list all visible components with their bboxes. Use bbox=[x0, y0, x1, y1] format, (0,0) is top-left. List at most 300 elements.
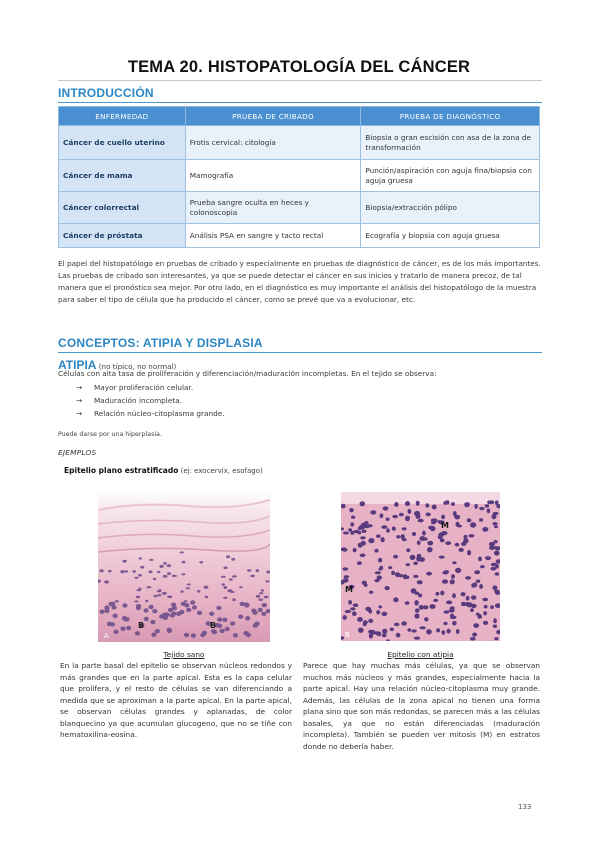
cell-nucleus bbox=[176, 612, 181, 616]
cell-nucleus bbox=[135, 631, 140, 635]
cell-nucleus bbox=[425, 503, 429, 507]
cell-nucleus bbox=[461, 592, 466, 596]
cell-nucleus bbox=[494, 637, 498, 640]
label-b-right: B bbox=[210, 621, 217, 630]
cell-nucleus bbox=[191, 633, 196, 637]
cell-nucleus bbox=[199, 561, 203, 563]
cell-nucleus bbox=[167, 628, 172, 632]
atypia-tissue-micrograph bbox=[341, 492, 500, 641]
cell-nucleus bbox=[364, 584, 368, 587]
cell-nucleus bbox=[144, 617, 149, 621]
cell-nucleus bbox=[427, 541, 433, 546]
healthy-tissue-micrograph bbox=[98, 492, 270, 642]
cell-nucleus bbox=[104, 580, 109, 583]
bullet-text: Relación núcleo-citoplasma grande. bbox=[94, 409, 225, 418]
cell-nucleus bbox=[439, 532, 445, 536]
cell-nucleus bbox=[380, 513, 384, 518]
cell-nucleus bbox=[482, 598, 488, 601]
page-number: 133 bbox=[518, 803, 532, 811]
cell-nucleus bbox=[414, 511, 420, 516]
cell-nucleus bbox=[490, 605, 494, 609]
atipia-note: (no típico, no normal) bbox=[96, 362, 177, 371]
cell-nucleus bbox=[413, 562, 418, 565]
cell-nucleus bbox=[227, 589, 232, 592]
cell-nucleus bbox=[423, 537, 428, 541]
example-title bbox=[64, 466, 263, 475]
cell-nucleus bbox=[476, 613, 480, 616]
cell-nucleus bbox=[451, 574, 455, 579]
cell-disease: Cáncer colorrectal bbox=[59, 192, 186, 224]
cell-nucleus bbox=[223, 597, 227, 599]
cell-nucleus bbox=[370, 510, 376, 514]
cell-nucleus bbox=[364, 521, 369, 525]
label-corner: B bbox=[345, 631, 350, 639]
cell-disease: Cáncer de cuello uterino bbox=[59, 126, 186, 160]
cell-nucleus bbox=[436, 628, 440, 632]
cell-nucleus bbox=[435, 592, 439, 596]
cell-nucleus bbox=[155, 629, 160, 633]
cell-screening: Mamografía bbox=[185, 160, 361, 192]
cell-nucleus bbox=[124, 570, 128, 572]
cell-nucleus bbox=[480, 565, 485, 568]
cell-nucleus bbox=[487, 508, 491, 513]
healthy-tissue-image bbox=[98, 492, 270, 642]
cell-nucleus bbox=[382, 612, 388, 616]
cell-nucleus bbox=[223, 586, 227, 589]
atypia-tissue-caption: Epitelio con atipia bbox=[387, 650, 454, 659]
cell-nucleus bbox=[423, 605, 428, 609]
cell-nucleus bbox=[145, 600, 148, 603]
cell-nucleus bbox=[110, 622, 115, 626]
cell-nucleus bbox=[126, 626, 131, 630]
cell-nucleus bbox=[360, 501, 366, 506]
cell-nucleus bbox=[483, 621, 488, 625]
cell-nucleus bbox=[216, 606, 221, 610]
cell-nucleus bbox=[472, 582, 477, 587]
cell-nucleus bbox=[453, 511, 457, 516]
cell-nucleus bbox=[378, 605, 382, 608]
cell-nucleus bbox=[414, 637, 420, 640]
cell-screening: Frotis cervical: citología bbox=[185, 126, 361, 160]
cell-nucleus bbox=[482, 527, 488, 532]
example-note: (ej: exocervix, esofago) bbox=[178, 467, 263, 475]
cell-nucleus bbox=[136, 596, 141, 599]
cell-nucleus bbox=[197, 590, 200, 593]
cell-nucleus bbox=[256, 595, 261, 598]
cell-nucleus bbox=[452, 561, 456, 564]
cell-nucleus bbox=[350, 522, 354, 526]
header-disease: ENFERMEDAD bbox=[59, 107, 186, 126]
arrow-right-icon: → bbox=[76, 409, 83, 418]
table-row bbox=[59, 192, 540, 224]
cell-nucleus bbox=[471, 595, 476, 600]
cell-nucleus bbox=[385, 586, 390, 590]
cell-nucleus bbox=[494, 540, 498, 543]
cell-nucleus bbox=[417, 554, 422, 558]
cell-nucleus bbox=[230, 621, 235, 625]
cell-nucleus bbox=[374, 549, 378, 553]
cell-nucleus bbox=[240, 602, 245, 606]
cell-nucleus bbox=[343, 532, 349, 535]
atypia-tissue-image bbox=[341, 492, 500, 641]
cell-nucleus bbox=[455, 568, 461, 573]
cell-nucleus bbox=[352, 611, 357, 616]
label-b-left: B bbox=[138, 621, 145, 630]
list-item bbox=[76, 407, 225, 420]
list-item bbox=[76, 381, 225, 394]
cell-nucleus bbox=[406, 548, 410, 552]
cell-nucleus bbox=[494, 525, 498, 528]
cell-nucleus bbox=[426, 513, 431, 517]
cell-nucleus bbox=[402, 538, 407, 541]
cell-nucleus bbox=[253, 611, 258, 615]
cell-nucleus bbox=[381, 525, 387, 529]
cell-nucleus bbox=[466, 596, 470, 601]
cell-nucleus bbox=[470, 608, 474, 612]
table-header-row bbox=[59, 107, 540, 126]
cell-nucleus bbox=[406, 563, 411, 566]
cell-nucleus bbox=[494, 546, 498, 549]
cell-nucleus bbox=[360, 536, 366, 539]
cell-nucleus bbox=[483, 611, 487, 615]
cell-nucleus bbox=[464, 502, 470, 506]
cell-nucleus bbox=[494, 550, 500, 555]
cell-nucleus bbox=[485, 556, 491, 560]
cell-nucleus bbox=[484, 605, 488, 609]
screening-table bbox=[58, 106, 540, 248]
cell-nucleus bbox=[467, 518, 472, 522]
cell-nucleus bbox=[233, 633, 238, 637]
cell-nucleus bbox=[187, 583, 191, 585]
cell-nucleus bbox=[383, 506, 389, 510]
cell-nucleus bbox=[451, 502, 455, 506]
cell-nucleus bbox=[353, 603, 359, 607]
cell-nucleus bbox=[478, 557, 482, 562]
cell-nucleus bbox=[444, 501, 449, 505]
cell-nucleus bbox=[472, 633, 477, 637]
healthy-tissue-caption: Tejido sano bbox=[163, 650, 205, 659]
cell-nucleus bbox=[113, 630, 118, 634]
example-title-bold: Epitelio plano estratificado bbox=[64, 466, 179, 475]
cell-nucleus bbox=[413, 575, 418, 578]
cell-nucleus bbox=[430, 526, 436, 531]
cell-nucleus bbox=[209, 612, 214, 616]
cell-nucleus bbox=[414, 613, 419, 618]
cell-nucleus bbox=[232, 598, 236, 601]
cell-nucleus bbox=[375, 571, 381, 574]
cell-nucleus bbox=[184, 633, 189, 637]
cell-nucleus bbox=[405, 501, 410, 506]
cell-nucleus bbox=[424, 617, 428, 621]
cell-nucleus bbox=[349, 508, 354, 512]
cell-nucleus bbox=[432, 505, 437, 510]
cell-nucleus bbox=[493, 625, 497, 628]
cell-nucleus bbox=[266, 580, 270, 582]
cell-nucleus bbox=[100, 610, 105, 614]
cell-nucleus bbox=[402, 527, 407, 530]
cell-nucleus bbox=[440, 591, 444, 596]
cell-nucleus bbox=[361, 541, 366, 546]
arrow-right-icon: → bbox=[76, 383, 83, 392]
cell-nucleus bbox=[452, 621, 457, 626]
cell-disease: Cáncer de próstata bbox=[59, 224, 186, 248]
cell-nucleus bbox=[403, 574, 408, 579]
cell-nucleus bbox=[182, 561, 186, 564]
cell-nucleus bbox=[149, 570, 153, 573]
cell-nucleus bbox=[479, 518, 483, 521]
cell-nucleus bbox=[357, 617, 363, 622]
cell-nucleus bbox=[159, 565, 163, 568]
cell-nucleus bbox=[342, 567, 348, 570]
cell-nucleus bbox=[180, 551, 184, 553]
cell-nucleus bbox=[401, 621, 407, 626]
cell-nucleus bbox=[254, 622, 259, 626]
cell-nucleus bbox=[386, 528, 390, 533]
cell-nucleus bbox=[138, 588, 141, 590]
cell-nucleus bbox=[247, 569, 251, 571]
cell-nucleus bbox=[122, 603, 127, 607]
cell-nucleus bbox=[446, 601, 452, 605]
cell-nucleus bbox=[474, 504, 478, 509]
cell-nucleus bbox=[138, 574, 142, 577]
cell-nucleus bbox=[470, 522, 476, 527]
cell-nucleus bbox=[229, 578, 233, 580]
cell-nucleus bbox=[348, 528, 352, 531]
cell-nucleus bbox=[405, 517, 409, 521]
cell-nucleus bbox=[154, 595, 158, 598]
cell-nucleus bbox=[467, 550, 471, 555]
cell-nucleus bbox=[461, 602, 465, 605]
cell-nucleus bbox=[246, 633, 251, 637]
cell-nucleus bbox=[157, 590, 161, 592]
cell-nucleus bbox=[368, 630, 374, 634]
cell-nucleus bbox=[407, 628, 411, 631]
intro-paragraph: El papel del histopatólogo en pruebas de cribado y especialmente en pruebas de diagnóstico de cáncer, es de los más importantes. Las pruebas de cribado son interesantes, ya que se puede detectar el cáncer en sus inicios y tratarlo de manera precoz, de tal manera que el pronóstico sea mejor. Por otro lado, en el diagnóstico es muy importante el análisis del histopatólogo de la muestra para saber el tipo de célula que ha producido el cáncer, como se prevé que va a evolucionar, etc. bbox=[58, 259, 541, 304]
cell-nucleus bbox=[415, 608, 420, 612]
cell-nucleus bbox=[492, 585, 497, 590]
cell-nucleus bbox=[360, 554, 366, 558]
cell-disease: Cáncer de mama bbox=[59, 160, 186, 192]
cell-nucleus bbox=[441, 630, 445, 635]
cell-nucleus bbox=[466, 602, 470, 607]
cell-nucleus bbox=[140, 566, 144, 569]
table-row bbox=[59, 160, 540, 192]
cell-nucleus bbox=[133, 570, 136, 573]
cell-nucleus bbox=[444, 610, 450, 613]
label-a: A bbox=[104, 632, 109, 640]
table-row bbox=[59, 126, 540, 160]
cell-nucleus bbox=[368, 538, 374, 543]
cell-nucleus bbox=[357, 531, 361, 535]
cell-nucleus bbox=[433, 599, 438, 602]
cell-nucleus bbox=[184, 600, 188, 602]
cell-nucleus bbox=[262, 603, 267, 607]
cell-nucleus bbox=[441, 515, 445, 520]
cell-nucleus bbox=[380, 537, 384, 542]
cell-nucleus bbox=[474, 570, 480, 574]
cell-nucleus bbox=[378, 558, 382, 563]
table-row bbox=[59, 224, 540, 248]
cell-nucleus bbox=[223, 567, 227, 570]
cell-nucleus bbox=[399, 513, 404, 517]
cell-nucleus bbox=[343, 615, 347, 620]
cell-diagnostic: Punción/aspiración con aguja fina/biopsia con aguja gruesa bbox=[361, 160, 540, 192]
cell-nucleus bbox=[386, 518, 390, 521]
cell-nucleus bbox=[408, 509, 412, 514]
cell-nucleus bbox=[450, 579, 455, 584]
cell-nucleus bbox=[479, 507, 484, 510]
cell-nucleus bbox=[429, 604, 435, 609]
cell-nucleus bbox=[351, 516, 355, 519]
cell-nucleus bbox=[162, 592, 167, 595]
cell-nucleus bbox=[113, 614, 118, 618]
label-mitosis-top: M bbox=[441, 521, 449, 530]
cell-nucleus bbox=[238, 615, 243, 619]
cell-nucleus bbox=[459, 548, 464, 552]
cell-nucleus bbox=[190, 600, 195, 604]
cell-nucleus bbox=[369, 591, 373, 594]
cell-nucleus bbox=[239, 586, 243, 588]
cell-nucleus bbox=[344, 575, 349, 578]
cell-nucleus bbox=[139, 557, 142, 559]
cell-nucleus bbox=[440, 538, 445, 542]
cell-nucleus bbox=[426, 572, 432, 576]
cell-nucleus bbox=[479, 584, 483, 589]
cell-nucleus bbox=[417, 580, 423, 584]
cell-nucleus bbox=[163, 562, 167, 565]
cell-nucleus bbox=[225, 627, 230, 631]
cell-nucleus bbox=[414, 600, 418, 605]
cell-nucleus bbox=[231, 558, 235, 561]
cell-nucleus bbox=[393, 597, 398, 602]
cell-nucleus bbox=[192, 605, 197, 609]
atypia-tissue-description: Parece que hay muchas más células, ya que se observan muchos más núcleos y más grandes, especialmente hacia la parte apical. Hay una relación núcleo-citoplasma muy grande. Además, las células de la zona apical no tienen una forma plana sino que son más redondas, se parecen más a las células basales, ya que no están diferenciadas (maduración incompleta). También se pueden ver mitosis (M) en estratos donde no debería haber. bbox=[303, 661, 540, 751]
cell-nucleus bbox=[159, 614, 164, 618]
cell-nucleus bbox=[442, 579, 448, 583]
cell-nucleus bbox=[452, 593, 456, 598]
cell-nucleus bbox=[449, 609, 455, 613]
cell-nucleus bbox=[143, 608, 148, 612]
cell-nucleus bbox=[180, 590, 183, 592]
intro-heading: INTRODUCCIÓN bbox=[58, 86, 154, 100]
cell-diagnostic: Ecografía y biopsia con aguja gruesa bbox=[361, 224, 540, 248]
cell-nucleus bbox=[417, 541, 421, 546]
cell-nucleus bbox=[487, 500, 492, 504]
cell-nucleus bbox=[232, 575, 237, 577]
cell-nucleus bbox=[396, 535, 400, 538]
cell-nucleus bbox=[464, 535, 468, 540]
examples-label: EJEMPLOS bbox=[58, 448, 97, 457]
cell-nucleus bbox=[422, 531, 426, 536]
cell-nucleus bbox=[394, 623, 400, 627]
cell-nucleus bbox=[426, 629, 432, 634]
cell-nucleus bbox=[151, 633, 156, 637]
cell-nucleus bbox=[495, 572, 500, 576]
cell-nucleus bbox=[382, 629, 387, 634]
cell-nucleus bbox=[492, 514, 497, 519]
bullet-text: Mayor proliferación celular. bbox=[94, 383, 194, 392]
cell-nucleus bbox=[396, 633, 401, 638]
cell-nucleus bbox=[490, 567, 496, 571]
cell-nucleus bbox=[376, 534, 381, 538]
cell-nucleus bbox=[345, 610, 351, 613]
cell-nucleus bbox=[392, 515, 398, 518]
cell-nucleus bbox=[172, 606, 177, 610]
cell-nucleus bbox=[382, 634, 387, 637]
concepts-divider bbox=[58, 352, 542, 353]
cell-nucleus bbox=[261, 589, 264, 591]
cell-nucleus bbox=[470, 637, 476, 641]
cell-nucleus bbox=[450, 614, 454, 618]
cell-nucleus bbox=[391, 571, 395, 575]
cell-nucleus bbox=[256, 569, 260, 572]
cell-nucleus bbox=[222, 583, 225, 586]
cell-nucleus bbox=[120, 627, 125, 631]
cell-nucleus bbox=[244, 603, 249, 607]
cell-nucleus bbox=[115, 600, 119, 602]
cell-nucleus bbox=[353, 548, 357, 553]
cell-nucleus bbox=[100, 569, 104, 572]
cell-nucleus bbox=[443, 622, 447, 625]
cell-nucleus bbox=[376, 610, 380, 614]
cell-nucleus bbox=[217, 617, 222, 621]
cell-nucleus bbox=[473, 623, 479, 628]
cell-nucleus bbox=[170, 613, 175, 617]
cell-nucleus bbox=[358, 628, 364, 633]
atipia-bullet-list bbox=[76, 381, 225, 420]
cell-nucleus bbox=[419, 626, 425, 629]
cell-nucleus bbox=[457, 525, 463, 528]
cell-nucleus bbox=[205, 596, 208, 599]
cell-nucleus bbox=[259, 592, 263, 594]
cell-nucleus bbox=[111, 605, 116, 609]
cell-nucleus bbox=[172, 575, 177, 577]
cell-nucleus bbox=[350, 607, 355, 610]
cell-nucleus bbox=[445, 541, 451, 545]
cell-nucleus bbox=[220, 629, 225, 633]
cell-screening: Prueba sangre oculta en heces y colonoscopia bbox=[185, 192, 361, 224]
cell-nucleus bbox=[363, 622, 367, 626]
cell-nucleus bbox=[439, 556, 445, 559]
cell-nucleus bbox=[411, 588, 417, 593]
cell-nucleus bbox=[152, 609, 157, 613]
cell-nucleus bbox=[200, 633, 205, 637]
bullet-text: Maduración incompleta. bbox=[94, 396, 182, 405]
cell-nucleus bbox=[147, 586, 152, 588]
cell-nucleus bbox=[149, 605, 154, 609]
cell-nucleus bbox=[377, 575, 382, 579]
intro-divider bbox=[58, 102, 542, 103]
cell-nucleus bbox=[392, 527, 396, 531]
cell-nucleus bbox=[410, 555, 416, 560]
cell-nucleus bbox=[362, 530, 367, 533]
cell-nucleus bbox=[342, 547, 346, 551]
cell-nucleus bbox=[167, 596, 172, 599]
cell-nucleus bbox=[167, 564, 172, 567]
cell-nucleus bbox=[418, 519, 424, 523]
cell-nucleus bbox=[393, 555, 398, 559]
cell-nucleus bbox=[122, 560, 127, 563]
hyperplasia-note: Puede darse por una hiperplasia. bbox=[58, 431, 163, 438]
cell-nucleus bbox=[364, 525, 370, 529]
cell-nucleus bbox=[261, 612, 266, 616]
cell-nucleus bbox=[494, 590, 499, 594]
cell-nucleus bbox=[186, 587, 190, 589]
cell-nucleus bbox=[153, 578, 156, 580]
cell-nucleus bbox=[379, 568, 383, 571]
list-item bbox=[76, 394, 225, 407]
cell-nucleus bbox=[468, 534, 474, 537]
